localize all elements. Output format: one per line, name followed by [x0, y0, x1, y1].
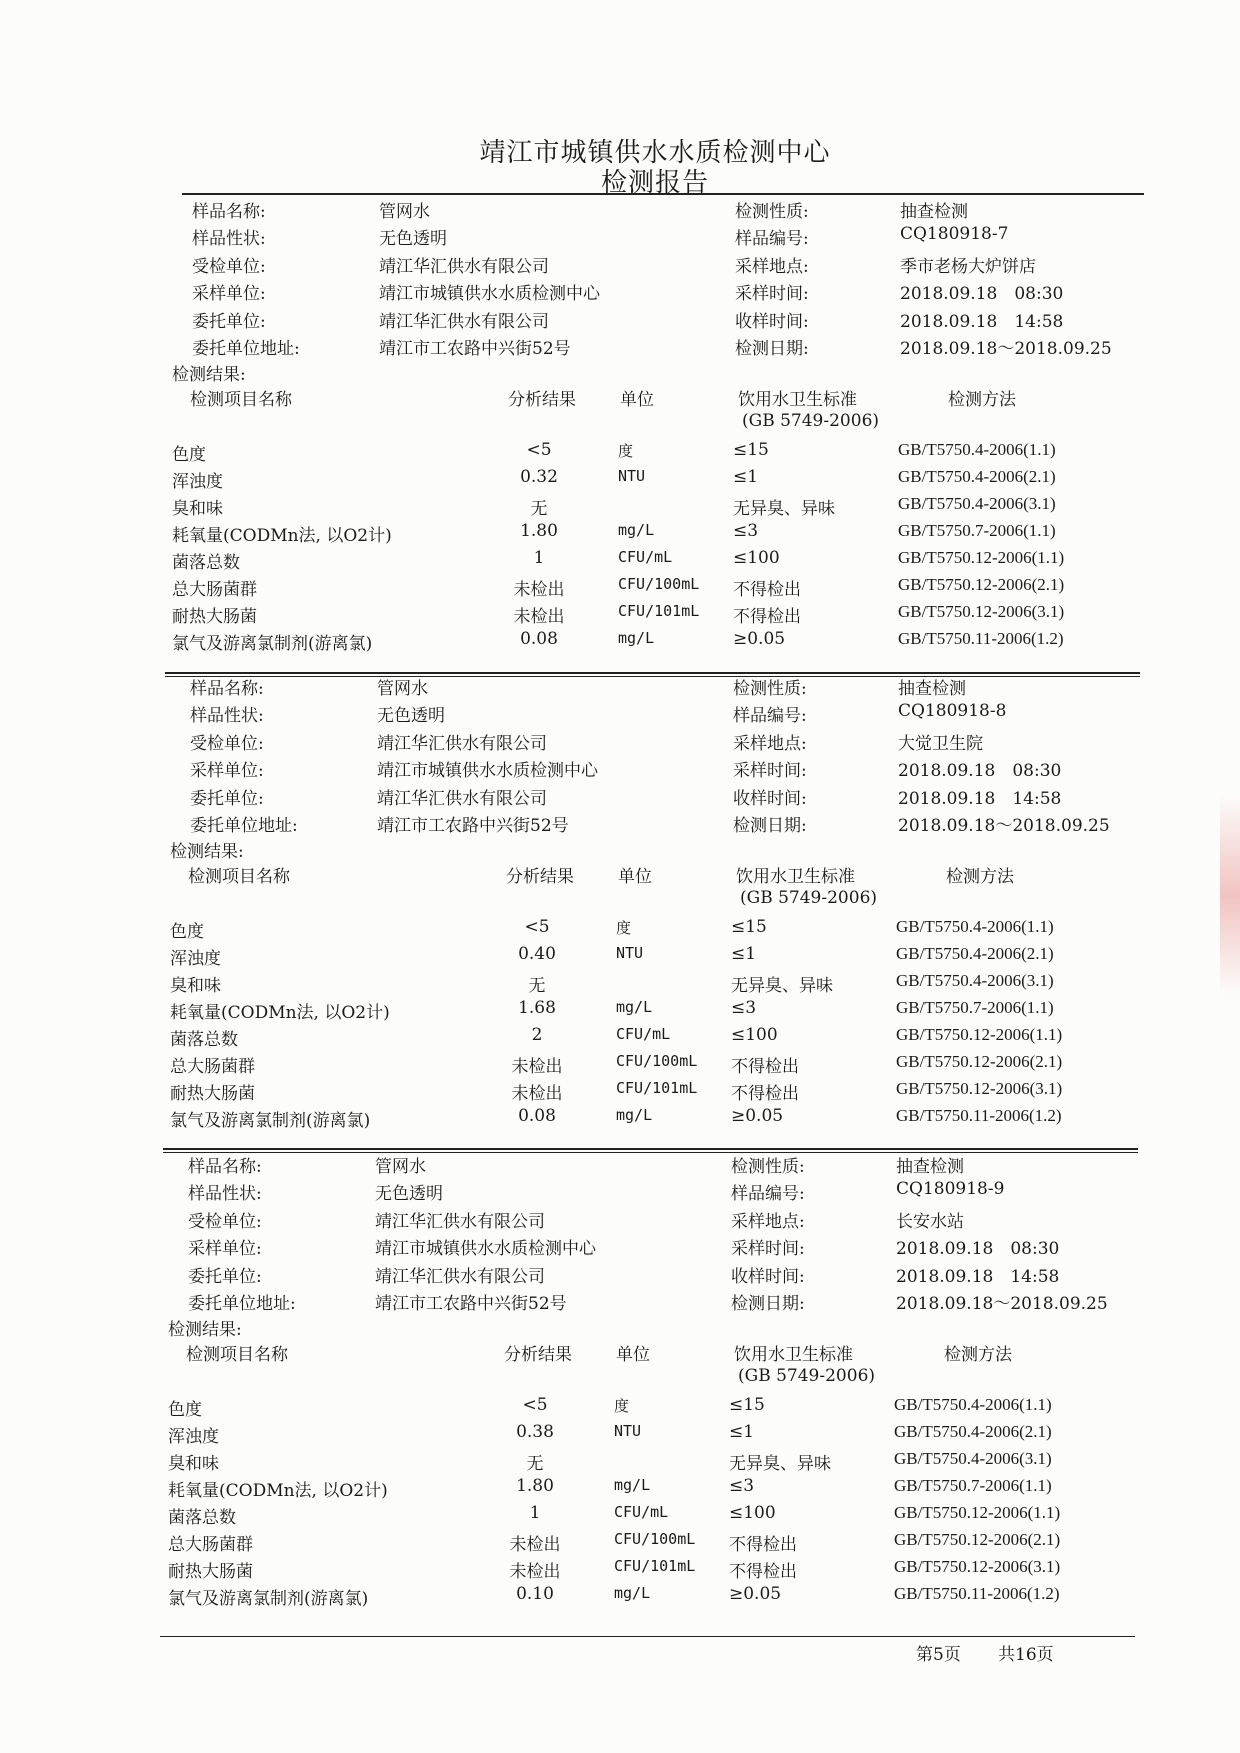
result-standard: 不得检出 [733, 607, 801, 627]
results-title: 检测结果: [170, 842, 244, 862]
result-method: GB/T5750.4-2006(3.1) [898, 494, 1056, 513]
result-row [0, 917, 1238, 944]
result-result: 未检出 [509, 1562, 561, 1582]
result-standard: 不得检出 [733, 580, 801, 600]
info-value: 靖江市工农路中兴街52号 [379, 339, 571, 359]
info-label: 采样单位: [192, 284, 266, 305]
info-value: 2018.09.18～2018.09.25 [896, 1294, 1108, 1314]
result-method: GB/T5750.4-2006(3.1) [896, 971, 1054, 990]
result-item: 耗氧量(CODMn法, 以O2计) [170, 1003, 390, 1023]
result-result: 1 [529, 1503, 541, 1523]
info-row [0, 756, 1238, 783]
result-result: 0.10 [516, 1584, 554, 1604]
info-label: 采样地点: [731, 1211, 805, 1232]
result-unit: mg/L [614, 1476, 651, 1494]
result-unit: CFU/101mL [616, 1079, 698, 1097]
col-standard-ref: (GB 5749-2006) [738, 1366, 876, 1386]
result-row [0, 1503, 1236, 1530]
info-label: 受检单位: [190, 733, 264, 754]
info-value: 2018.09.18 08:30 [900, 284, 1064, 305]
col-standard-ref: (GB 5749-2006) [742, 411, 880, 431]
result-row [0, 998, 1238, 1025]
result-item: 耗氧量(CODMn法, 以O2计) [168, 1481, 388, 1501]
result-unit: CFU/100mL [614, 1530, 696, 1548]
info-label: 样品编号: [733, 706, 807, 727]
col-unit-header: 单位 [620, 390, 654, 410]
col-result-header: 分析结果 [508, 390, 576, 410]
report-title: 靖江市城镇供水水质检测中心 [479, 138, 831, 168]
info-value: 抽查检测 [898, 679, 966, 699]
info-value: 靖江华汇供水有限公司 [377, 788, 547, 809]
result-item: 色度 [172, 445, 206, 465]
result-method: GB/T5750.4-2006(2.1) [896, 944, 1054, 963]
result-unit: mg/L [616, 998, 653, 1016]
sample-section [0, 195, 1240, 655]
result-row [0, 1530, 1236, 1557]
info-row [0, 1289, 1236, 1316]
result-method: GB/T5750.12-2006(1.1) [896, 1025, 1063, 1044]
info-value: 2018.09.18 08:30 [898, 761, 1062, 782]
info-value: 靖江市城镇供水水质检测中心 [375, 1239, 596, 1260]
result-result: 1.80 [516, 1476, 554, 1496]
info-label: 检测日期: [731, 1294, 805, 1314]
result-method: GB/T5750.7-2006(1.1) [898, 521, 1056, 540]
col-item-header: 检测项目名称 [190, 390, 292, 410]
info-label: 检测性质: [733, 679, 807, 699]
result-result: 0.08 [520, 629, 558, 649]
result-standard: ≤100 [731, 1025, 778, 1045]
result-row [0, 602, 1240, 629]
info-value: 2018.09.18 14:58 [898, 788, 1062, 809]
info-label: 样品名称: [188, 1157, 262, 1177]
info-value: 无色透明 [375, 1184, 443, 1205]
result-unit: mg/L [616, 1106, 653, 1124]
info-value: CQ180918-9 [896, 1179, 1005, 1200]
result-item: 臭和味 [172, 499, 223, 519]
result-method: GB/T5750.4-2006(1.1) [894, 1395, 1052, 1414]
info-value: 靖江华汇供水有限公司 [379, 311, 549, 332]
result-standard: 无异臭、异味 [729, 1454, 831, 1474]
result-result: <5 [522, 1395, 548, 1415]
col-result-header: 分析结果 [506, 867, 574, 887]
result-standard: ≥0.05 [729, 1584, 782, 1604]
info-row [0, 701, 1238, 728]
result-unit: 度 [614, 1397, 630, 1415]
result-method: GB/T5750.11-2006(1.2) [896, 1106, 1062, 1125]
info-value: 无色透明 [379, 229, 447, 250]
info-value: 抽查检测 [896, 1157, 964, 1177]
info-label: 样品性状: [188, 1184, 262, 1205]
result-item: 浑浊度 [168, 1427, 219, 1447]
info-label: 检测日期: [733, 816, 807, 836]
results-title: 检测结果: [168, 1320, 242, 1340]
result-standard: 不得检出 [729, 1535, 797, 1555]
result-row [0, 944, 1238, 971]
result-method: GB/T5750.4-2006(3.1) [894, 1449, 1052, 1468]
result-item: 浑浊度 [170, 949, 221, 969]
info-row [0, 811, 1238, 838]
info-label: 样品性状: [192, 229, 266, 250]
section-divider [163, 1148, 1138, 1150]
result-unit: CFU/100mL [616, 1052, 698, 1070]
info-label: 检测性质: [735, 202, 809, 222]
info-label: 采样地点: [735, 256, 809, 277]
result-result: <5 [526, 440, 552, 460]
result-unit: NTU [618, 467, 646, 485]
result-standard: ≤1 [729, 1422, 755, 1442]
result-item: 臭和味 [170, 976, 221, 996]
info-value: 无色透明 [377, 706, 445, 727]
result-method: GB/T5750.12-2006(2.1) [894, 1530, 1061, 1549]
info-value: CQ180918-7 [900, 224, 1009, 245]
result-row [0, 575, 1240, 602]
col-unit-header: 单位 [616, 1345, 650, 1365]
info-label: 受检单位: [192, 256, 266, 277]
info-row [0, 279, 1240, 306]
info-label: 委托单位地址: [190, 816, 298, 836]
info-row [0, 224, 1240, 251]
col-method-header: 检测方法 [946, 867, 1014, 887]
info-row [0, 307, 1240, 334]
result-row [0, 548, 1240, 575]
result-unit: CFU/mL [614, 1503, 669, 1521]
result-row [0, 1079, 1238, 1106]
sample-section [0, 672, 1238, 1132]
result-method: GB/T5750.12-2006(3.1) [894, 1557, 1061, 1576]
result-row [0, 629, 1240, 656]
result-row [0, 1449, 1236, 1476]
col-standard-header: 饮用水卫生标准 [738, 390, 857, 410]
result-result: 未检出 [511, 1084, 563, 1104]
result-item: 总大肠菌群 [172, 580, 257, 600]
result-unit: CFU/100mL [618, 575, 700, 593]
info-value: 靖江市城镇供水水质检测中心 [379, 284, 600, 305]
result-row [0, 1476, 1236, 1503]
page-number: 第5页 [916, 1645, 961, 1665]
result-item: 耐热大肠菌 [168, 1562, 253, 1582]
info-value: 靖江华汇供水有限公司 [375, 1266, 545, 1287]
info-row [0, 1234, 1236, 1261]
info-label: 委托单位地址: [192, 339, 300, 359]
info-row [0, 252, 1240, 279]
result-result: 0.32 [520, 467, 558, 487]
info-label: 采样地点: [733, 733, 807, 754]
info-label: 收样时间: [731, 1266, 805, 1287]
result-item: 总大肠菌群 [170, 1057, 255, 1077]
result-row [0, 1025, 1238, 1052]
info-label: 检测日期: [735, 339, 809, 359]
result-row [0, 494, 1240, 521]
result-result: 1.68 [518, 998, 556, 1018]
info-label: 采样时间: [733, 761, 807, 782]
result-row [0, 1584, 1236, 1611]
result-unit: 度 [618, 442, 634, 460]
result-standard: ≤1 [731, 944, 757, 964]
info-row [0, 729, 1238, 756]
info-label: 样品编号: [735, 229, 809, 250]
result-result: 未检出 [513, 580, 565, 600]
result-item: 色度 [170, 922, 204, 942]
result-result: 1 [533, 548, 545, 568]
info-label: 样品名称: [192, 202, 266, 222]
result-item: 浑浊度 [172, 472, 223, 492]
info-label: 委托单位: [190, 788, 264, 809]
result-standard: 无异臭、异味 [731, 976, 833, 996]
result-item: 臭和味 [168, 1454, 219, 1474]
result-standard: ≤1 [733, 467, 759, 487]
info-label: 采样时间: [735, 284, 809, 305]
result-item: 菌落总数 [172, 553, 240, 573]
col-method-header: 检测方法 [948, 390, 1016, 410]
result-unit: CFU/101mL [614, 1557, 696, 1575]
result-standard: ≤3 [729, 1476, 755, 1496]
result-result: 1.80 [520, 521, 558, 541]
result-standard: 不得检出 [729, 1562, 797, 1582]
result-method: GB/T5750.12-2006(1.1) [898, 548, 1065, 567]
result-result: 无 [528, 976, 546, 996]
stamp-edge [1220, 795, 1240, 995]
result-unit: CFU/mL [616, 1025, 671, 1043]
info-row [0, 1152, 1236, 1179]
result-standard: ≤15 [733, 440, 769, 460]
result-standard: 不得检出 [731, 1084, 799, 1104]
result-standard: ≥0.05 [731, 1106, 784, 1126]
info-row [0, 674, 1238, 701]
result-method: GB/T5750.12-2006(2.1) [896, 1052, 1063, 1071]
result-result: 0.08 [518, 1106, 556, 1126]
info-value: 季市老杨大炉饼店 [900, 256, 1036, 277]
result-method: GB/T5750.12-2006(1.1) [894, 1503, 1061, 1522]
result-item: 氯气及游离氯制剂(游离氯) [170, 1111, 371, 1131]
info-row [0, 784, 1238, 811]
result-standard: ≤100 [729, 1503, 776, 1523]
result-row [0, 521, 1240, 548]
info-value: 靖江华汇供水有限公司 [379, 256, 549, 277]
result-method: GB/T5750.7-2006(1.1) [896, 998, 1054, 1017]
result-unit: 度 [616, 919, 632, 937]
result-result: 0.40 [518, 944, 556, 964]
result-unit: mg/L [618, 629, 655, 647]
result-standard: ≤15 [731, 917, 767, 937]
section-divider [165, 672, 1140, 674]
info-row [0, 197, 1240, 224]
result-result: 未检出 [511, 1057, 563, 1077]
result-standard: ≤3 [731, 998, 757, 1018]
info-value: 靖江市工农路中兴街52号 [377, 816, 569, 836]
col-item-header: 检测项目名称 [188, 867, 290, 887]
info-label: 委托单位地址: [188, 1294, 296, 1314]
result-row [0, 1395, 1236, 1422]
info-label: 检测性质: [731, 1157, 805, 1177]
result-standard: ≤15 [729, 1395, 765, 1415]
result-item: 总大肠菌群 [168, 1535, 253, 1555]
result-row [0, 1052, 1238, 1079]
info-row [0, 334, 1240, 361]
info-label: 采样单位: [190, 761, 264, 782]
result-result: 未检出 [509, 1535, 561, 1555]
result-method: GB/T5750.12-2006(3.1) [898, 602, 1065, 621]
info-value: 管网水 [375, 1157, 426, 1177]
info-value: 抽查检测 [900, 202, 968, 222]
info-value: 靖江市工农路中兴街52号 [375, 1294, 567, 1314]
info-label: 样品名称: [190, 679, 264, 699]
result-standard: 无异臭、异味 [733, 499, 835, 519]
info-label: 样品编号: [731, 1184, 805, 1205]
result-result: <5 [524, 917, 550, 937]
info-label: 采样时间: [731, 1239, 805, 1260]
result-result: 未检出 [513, 607, 565, 627]
result-method: GB/T5750.4-2006(2.1) [898, 467, 1056, 486]
result-method: GB/T5750.12-2006(2.1) [898, 575, 1065, 594]
page-total: 共16页 [998, 1645, 1054, 1665]
sample-section [0, 1150, 1236, 1610]
info-row [0, 1179, 1236, 1206]
result-row [0, 1106, 1238, 1133]
info-value: 2018.09.18 14:58 [900, 311, 1064, 332]
info-value: CQ180918-8 [898, 701, 1007, 722]
result-standard: ≤3 [733, 521, 759, 541]
result-method: GB/T5750.4-2006(1.1) [898, 440, 1056, 459]
result-method: GB/T5750.4-2006(2.1) [894, 1422, 1052, 1441]
info-value: 管网水 [379, 202, 430, 222]
info-value: 2018.09.18～2018.09.25 [898, 816, 1110, 836]
result-method: GB/T5750.12-2006(3.1) [896, 1079, 1063, 1098]
result-method: GB/T5750.7-2006(1.1) [894, 1476, 1052, 1495]
report-subtitle: 检测报告 [600, 168, 709, 198]
info-label: 采样单位: [188, 1239, 262, 1260]
info-value: 靖江市城镇供水水质检测中心 [377, 761, 598, 782]
info-label: 收样时间: [735, 311, 809, 332]
info-value: 2018.09.18～2018.09.25 [900, 339, 1112, 359]
info-value: 长安水站 [896, 1211, 964, 1232]
info-value: 靖江华汇供水有限公司 [377, 733, 547, 754]
col-standard-header: 饮用水卫生标准 [736, 867, 855, 887]
result-item: 氯气及游离氯制剂(游离氯) [168, 1589, 369, 1609]
section-divider [163, 1152, 1138, 1153]
info-row [0, 1207, 1236, 1234]
info-label: 收样时间: [733, 788, 807, 809]
col-method-header: 检测方法 [944, 1345, 1012, 1365]
result-item: 菌落总数 [170, 1030, 238, 1050]
result-item: 耗氧量(CODMn法, 以O2计) [172, 526, 392, 546]
info-value: 管网水 [377, 679, 428, 699]
result-unit: mg/L [614, 1584, 651, 1602]
info-value: 2018.09.18 08:30 [896, 1239, 1060, 1260]
result-row [0, 971, 1238, 998]
info-row [0, 1262, 1236, 1289]
result-item: 菌落总数 [168, 1508, 236, 1528]
info-value: 2018.09.18 14:58 [896, 1266, 1060, 1287]
result-row [0, 1557, 1236, 1584]
result-result: 0.38 [516, 1422, 554, 1442]
result-unit: NTU [616, 944, 644, 962]
col-result-header: 分析结果 [504, 1345, 572, 1365]
result-item: 耐热大肠菌 [172, 607, 257, 627]
col-unit-header: 单位 [618, 867, 652, 887]
info-value: 靖江华汇供水有限公司 [375, 1211, 545, 1232]
result-standard: 不得检出 [731, 1057, 799, 1077]
result-unit: CFU/mL [618, 548, 673, 566]
result-row [0, 1422, 1236, 1449]
result-result: 无 [530, 499, 548, 519]
col-standard-ref: (GB 5749-2006) [740, 888, 878, 908]
result-method: GB/T5750.4-2006(1.1) [896, 917, 1054, 936]
result-standard: ≥0.05 [733, 629, 786, 649]
result-standard: ≤100 [733, 548, 780, 568]
footer-divider [160, 1636, 1135, 1637]
section-divider [165, 676, 1140, 677]
info-label: 受检单位: [188, 1211, 262, 1232]
results-title: 检测结果: [172, 365, 246, 385]
result-row [0, 440, 1240, 467]
result-item: 耐热大肠菌 [170, 1084, 255, 1104]
result-method: GB/T5750.11-2006(1.2) [894, 1584, 1060, 1603]
result-method: GB/T5750.11-2006(1.2) [898, 629, 1064, 648]
result-result: 2 [531, 1025, 543, 1045]
result-row [0, 467, 1240, 494]
result-result: 无 [526, 1454, 544, 1474]
result-unit: NTU [614, 1422, 642, 1440]
col-standard-header: 饮用水卫生标准 [734, 1345, 853, 1365]
result-item: 氯气及游离氯制剂(游离氯) [172, 634, 373, 654]
info-value: 大觉卫生院 [898, 733, 983, 754]
result-item: 色度 [168, 1400, 202, 1420]
info-label: 委托单位: [188, 1266, 262, 1287]
result-unit: CFU/101mL [618, 602, 700, 620]
info-label: 委托单位: [192, 311, 266, 332]
col-item-header: 检测项目名称 [186, 1345, 288, 1365]
info-label: 样品性状: [190, 706, 264, 727]
result-unit: mg/L [618, 521, 655, 539]
